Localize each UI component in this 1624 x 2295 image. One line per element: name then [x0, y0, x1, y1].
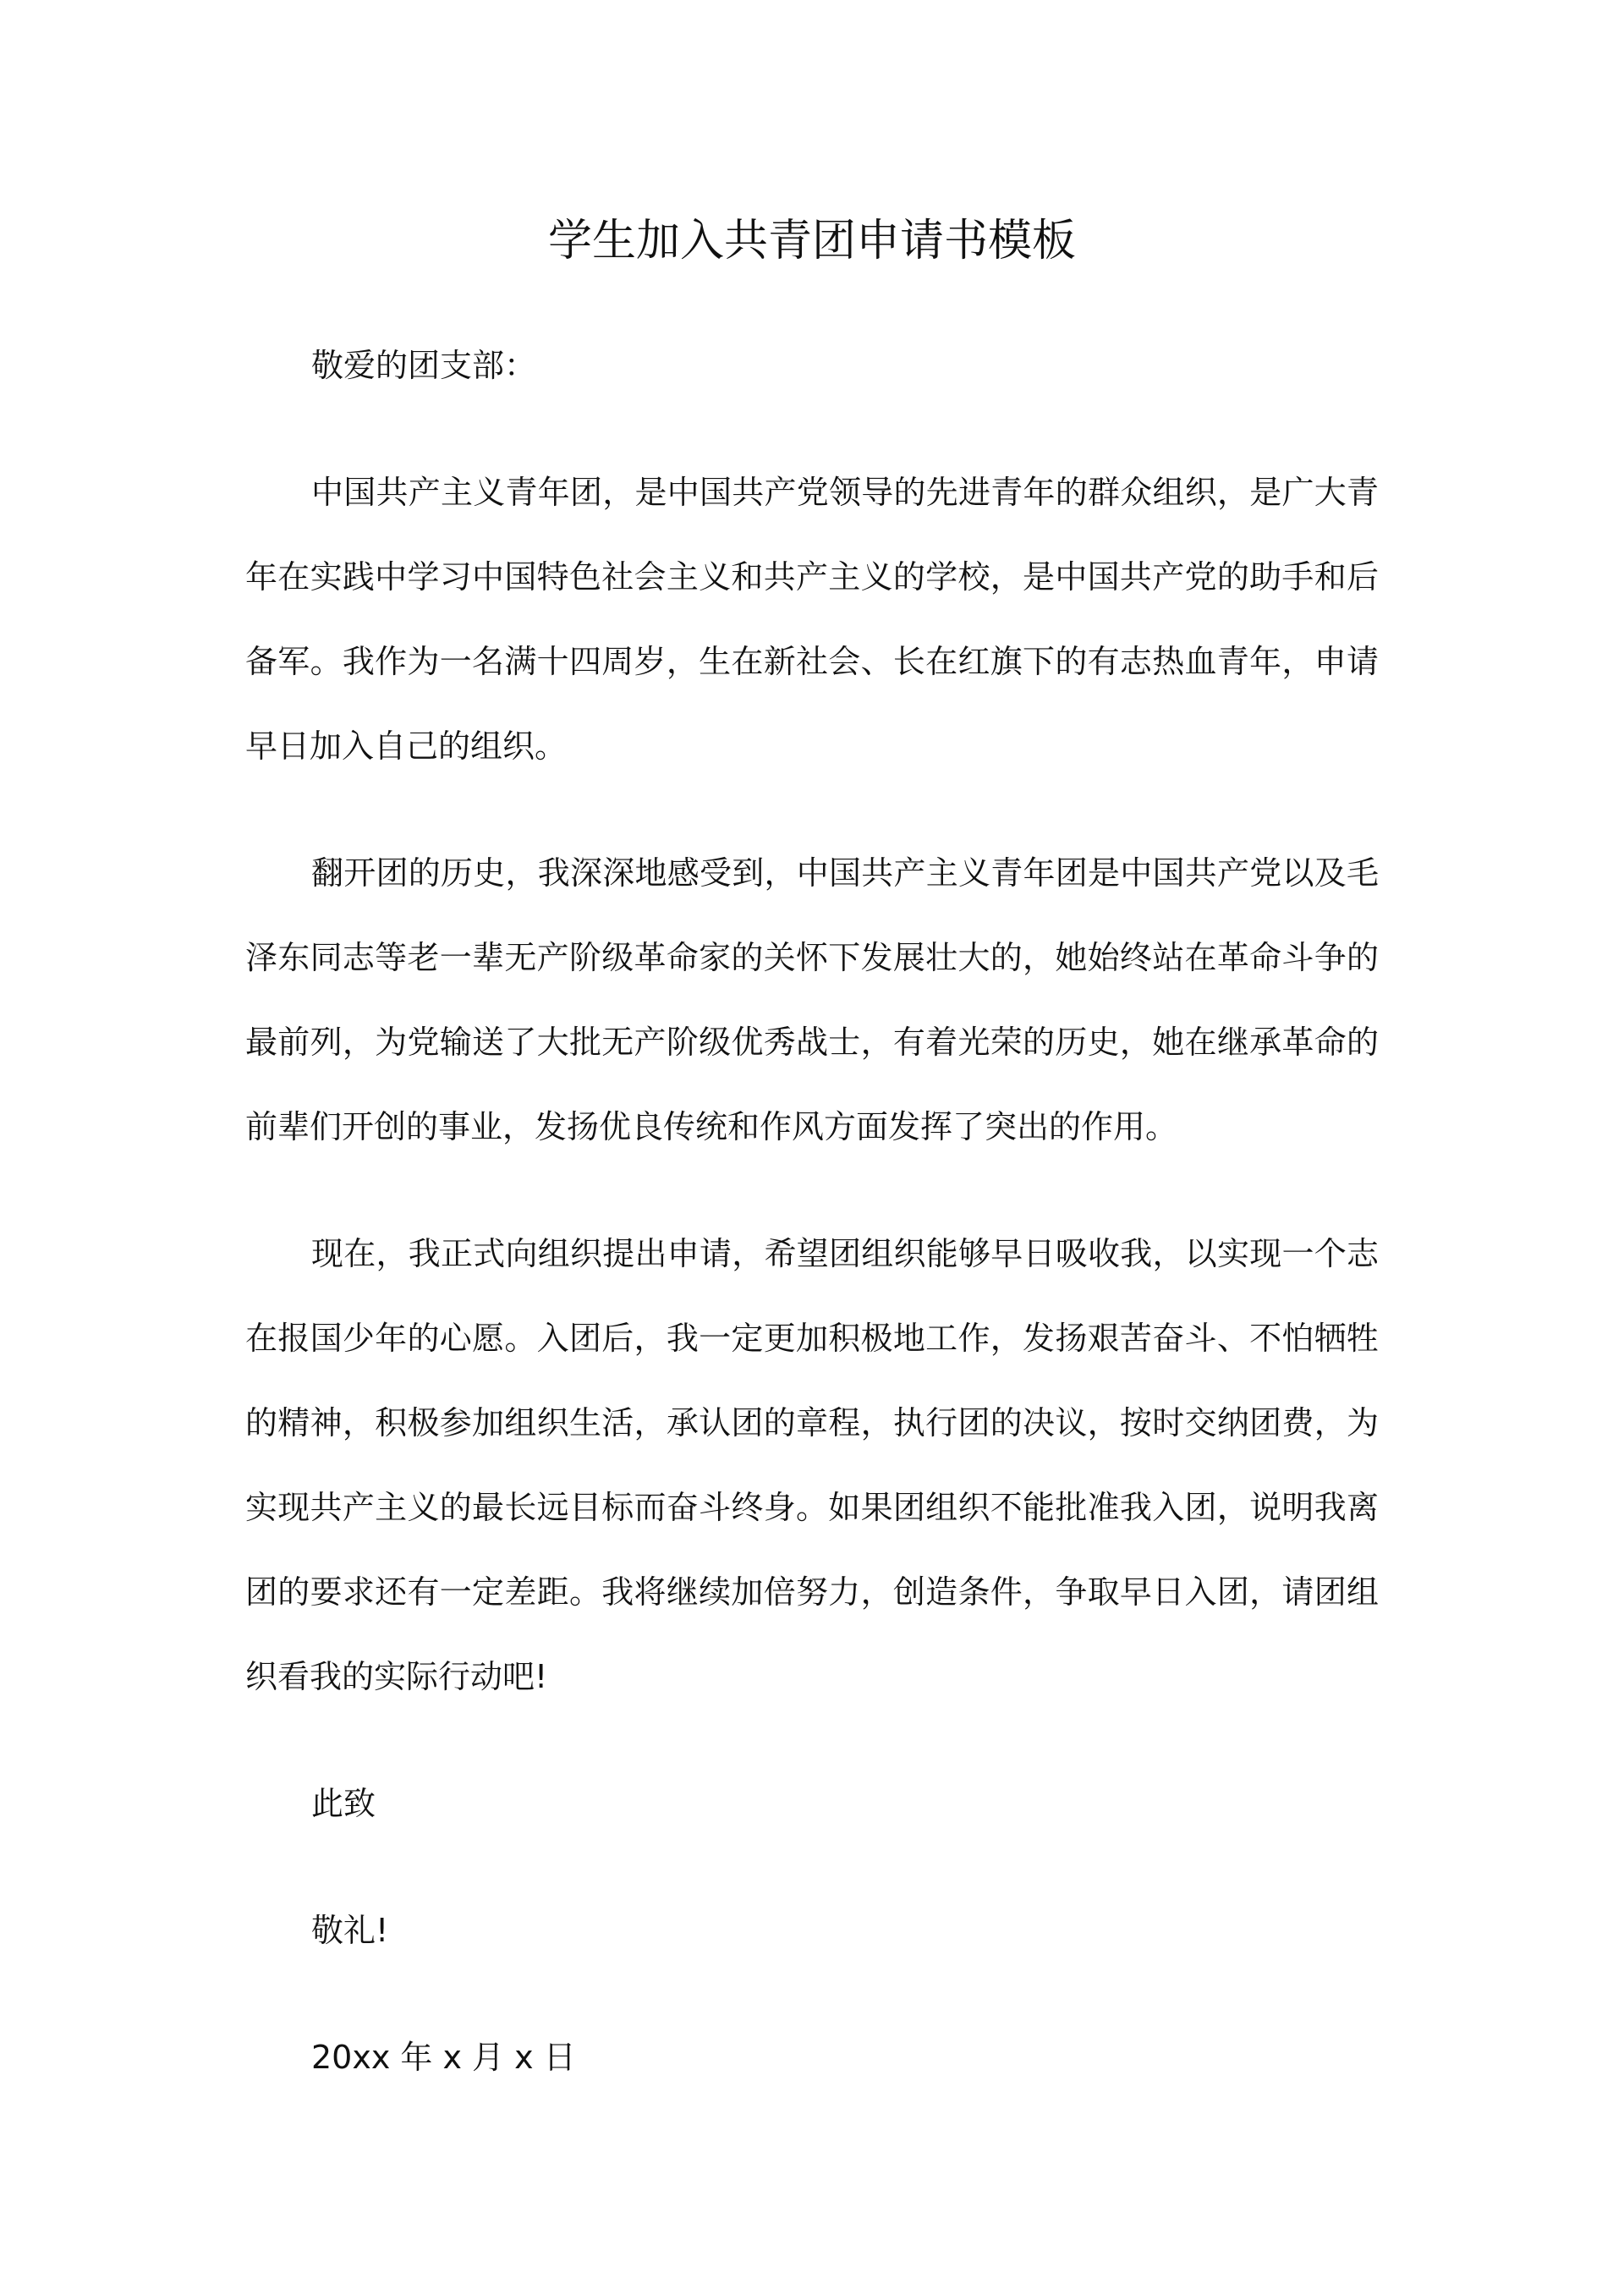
paragraph-line: 前辈们开创的事业，发扬优良传统和作风方面发挥了突出的作用。 [245, 1108, 1178, 1145]
salutation: 敬爱的团支部： [311, 347, 537, 384]
closing: 此致 [311, 1785, 376, 1822]
paragraph-line: 的精神，积极参加组织生活，承认团的章程，执行团的决议，按时交纳团费，为 [245, 1404, 1379, 1441]
paragraph-2 [245, 831, 1379, 1169]
paragraph-3 [245, 1211, 1379, 1719]
paragraph-line: 泽东同志等老一辈无产阶级革命家的关怀下发展壮大的，她始终站在革命斗争的 [245, 939, 1379, 976]
paragraph-line: 年在实践中学习中国特色社会主义和共产主义的学校，是中国共产党的助手和后 [245, 558, 1379, 596]
paragraph-1 [245, 450, 1379, 788]
paragraph-line: 最前列，为党输送了大批无产阶级优秀战士，有着光荣的历史，她在继承革命的 [245, 1024, 1379, 1061]
letter-body [245, 323, 1379, 2100]
paragraph-line: 中国共产主义青年团，是中国共产党领导的先进青年的群众组织，是广大青 [311, 474, 1379, 511]
document-title: 学生加入共青团申请书模板 [547, 216, 1076, 266]
date: 20xx 年 x 月 x 日 [311, 2039, 576, 2076]
paragraph-line: 在报国少年的心愿。入团后，我一定更加积极地工作，发扬艰苦奋斗、不怕牺牲 [245, 1320, 1379, 1357]
regards: 敬礼! [311, 1912, 389, 1949]
paragraph-line: 织看我的实际行动吧! [245, 1658, 548, 1695]
paragraph-line: 备军。我作为一名满十四周岁，生在新社会、长在红旗下的有志热血青年，申请 [245, 643, 1379, 680]
paragraph-line: 早日加入自己的组织。 [245, 727, 568, 765]
paragraph-line: 翻开团的历史，我深深地感受到，中国共产主义青年团是中国共产党以及毛 [311, 854, 1379, 892]
paragraph-line: 团的要求还有一定差距。我将继续加倍努力，创造条件，争取早日入团，请团组 [245, 1573, 1379, 1611]
paragraph-line: 实现共产主义的最长远目标而奋斗终身。如果团组织不能批准我入团，说明我离 [245, 1489, 1379, 1526]
paragraph-line: 现在，我正式向组织提出申请，希望团组织能够早日吸收我，以实现一个志 [311, 1235, 1379, 1272]
